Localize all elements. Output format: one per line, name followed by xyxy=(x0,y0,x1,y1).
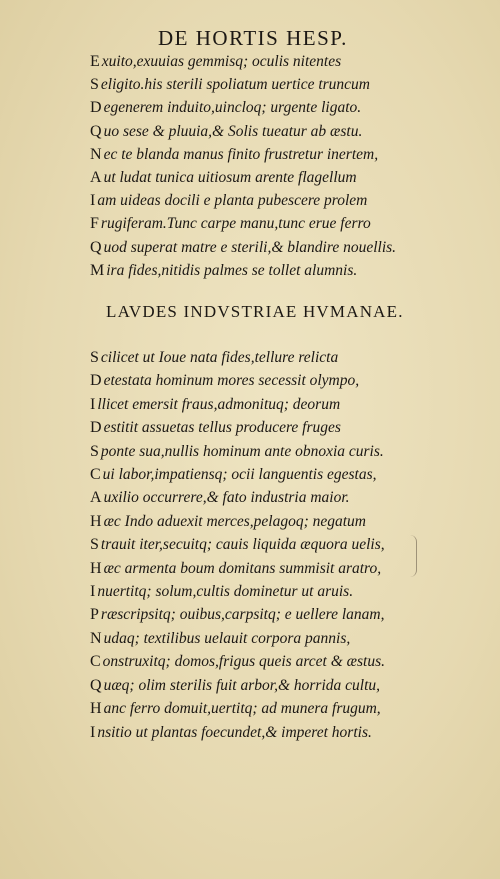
verse-line xyxy=(90,463,385,486)
verse-line xyxy=(90,721,385,744)
verse-initial: C xyxy=(90,466,101,484)
verse-initial: N xyxy=(90,629,102,647)
verse-initial: S xyxy=(90,536,99,554)
verse-line xyxy=(90,533,385,556)
verse-text: eligito.his sterili spoliatum uertice truncum xyxy=(100,76,370,94)
verse-text: onstruxitq; domos,frigus queis arcet & æstus. xyxy=(102,653,385,671)
verse-initial: H xyxy=(90,512,102,530)
verse-initial: P xyxy=(90,606,99,624)
verse-initial: Q xyxy=(90,238,102,256)
verse-text: am uideas docili e planta pubescere prolem xyxy=(97,192,368,210)
verse-text: ræscripsitq; ouibus,carpsitq; e uellere lanam, xyxy=(100,606,385,624)
verse-line xyxy=(90,259,396,282)
verse-text: cilicet ut Ioue nata fides,tellure relicta xyxy=(100,349,339,366)
verse-text: rugiferam.Tunc carpe manu,tunc erue ferro xyxy=(100,215,371,233)
verse-line xyxy=(90,440,385,463)
verse-text: udaq; textilibus uelauit corpora pannis, xyxy=(103,629,351,647)
verse-text: ira fides,nitidis palmes se tollet alumnis. xyxy=(106,261,358,279)
verse-line xyxy=(90,212,396,235)
verse-line xyxy=(90,603,385,626)
verse-initial: Q xyxy=(90,122,102,140)
verse-initial: D xyxy=(90,372,102,390)
verse-text: etestata hominum mores secessit olympo, xyxy=(103,372,360,390)
verse-initial: I xyxy=(90,723,96,741)
verse-text: ut ludat tunica uitiosum arente flagellum xyxy=(103,169,357,187)
verse-line xyxy=(90,650,385,673)
verse-line xyxy=(90,166,396,189)
verse-initial: E xyxy=(90,53,100,70)
verse-initial: I xyxy=(90,395,96,413)
verse-text: uæq; olim sterilis fuit arbor,& horrida cultu, xyxy=(103,676,381,694)
verse-text: æc Indo aduexit merces,pelagoq; negatum xyxy=(103,512,366,530)
verse-initial: I xyxy=(90,583,96,601)
verse-text: ponte sua,nullis hominum ante obnoxia curis. xyxy=(100,442,384,460)
verse-line xyxy=(90,189,396,212)
verse-text: nsitio ut plantas foecundet,& imperet hortis. xyxy=(97,723,372,741)
verse-text: llicet emersit fraus,admonituq; deorum xyxy=(97,395,341,413)
poem-block-1 xyxy=(90,50,396,282)
verse-initial: F xyxy=(90,215,99,233)
verse-text: trauit iter,secuitq; cauis liquida æquora uelis, xyxy=(100,536,385,554)
verse-initial: S xyxy=(90,76,99,94)
verse-line xyxy=(90,236,396,259)
verse-line xyxy=(90,674,385,697)
verse-line xyxy=(90,557,385,580)
verse-line xyxy=(90,393,385,416)
verse-initial: C xyxy=(90,653,101,671)
verse-text: uod superat matre e sterili,& blandire nouellis. xyxy=(103,238,397,256)
verse-initial: A xyxy=(90,489,102,507)
verse-line xyxy=(90,50,396,73)
verse-initial: H xyxy=(90,559,102,577)
verse-text: nuertitq; solum,cultis dominetur ut aruis. xyxy=(97,583,354,601)
verse-initial: A xyxy=(90,169,102,187)
verse-initial: S xyxy=(90,349,99,366)
running-head: DE HORTIS HESP. xyxy=(158,26,348,50)
verse-text: anc ferro domuit,uertitq; ad munera frugum, xyxy=(103,700,381,718)
verse-line xyxy=(90,120,396,143)
verse-line xyxy=(90,486,385,509)
verse-line xyxy=(90,416,385,439)
verse-line xyxy=(90,580,385,603)
verse-text: uo sese & pluuia,& Solis tueatur ab æstu. xyxy=(103,122,363,140)
section-title: LAVDES INDVSTRIAE HVMANAE. xyxy=(106,302,404,321)
verse-line xyxy=(90,369,385,392)
verse-text: xuito,exuuias gemmisq; oculis nitentes xyxy=(101,53,342,70)
verse-text: egenerem induito,uincloq; urgente ligato. xyxy=(103,99,362,117)
verse-line xyxy=(90,510,385,533)
verse-text: ui labor,impatiensq; ocii languentis egestas, xyxy=(102,466,377,484)
verse-line xyxy=(90,73,396,96)
verse-line xyxy=(90,627,385,650)
verse-line xyxy=(90,346,385,369)
verse-text: estitit assuetas tellus producere fruges xyxy=(103,419,341,437)
verse-initial: D xyxy=(90,99,102,117)
verse-initial: M xyxy=(90,261,105,279)
verse-line xyxy=(90,143,396,166)
margin-bracket-mark xyxy=(410,535,417,577)
verse-initial: H xyxy=(90,700,102,718)
verse-line xyxy=(90,697,385,720)
verse-initial: I xyxy=(90,192,96,210)
verse-text: uxilio occurrere,& fato industria maior. xyxy=(103,489,350,507)
verse-initial: S xyxy=(90,442,99,460)
verse-initial: D xyxy=(90,419,102,437)
verse-text: æc armenta boum domitans summisit aratro, xyxy=(103,559,382,577)
poem-block-2 xyxy=(90,346,385,744)
verse-initial: Q xyxy=(90,676,102,694)
verse-text: ec te blanda manus finito frustretur inertem, xyxy=(103,145,379,163)
verse-initial: N xyxy=(90,145,102,163)
verse-line xyxy=(90,96,396,119)
